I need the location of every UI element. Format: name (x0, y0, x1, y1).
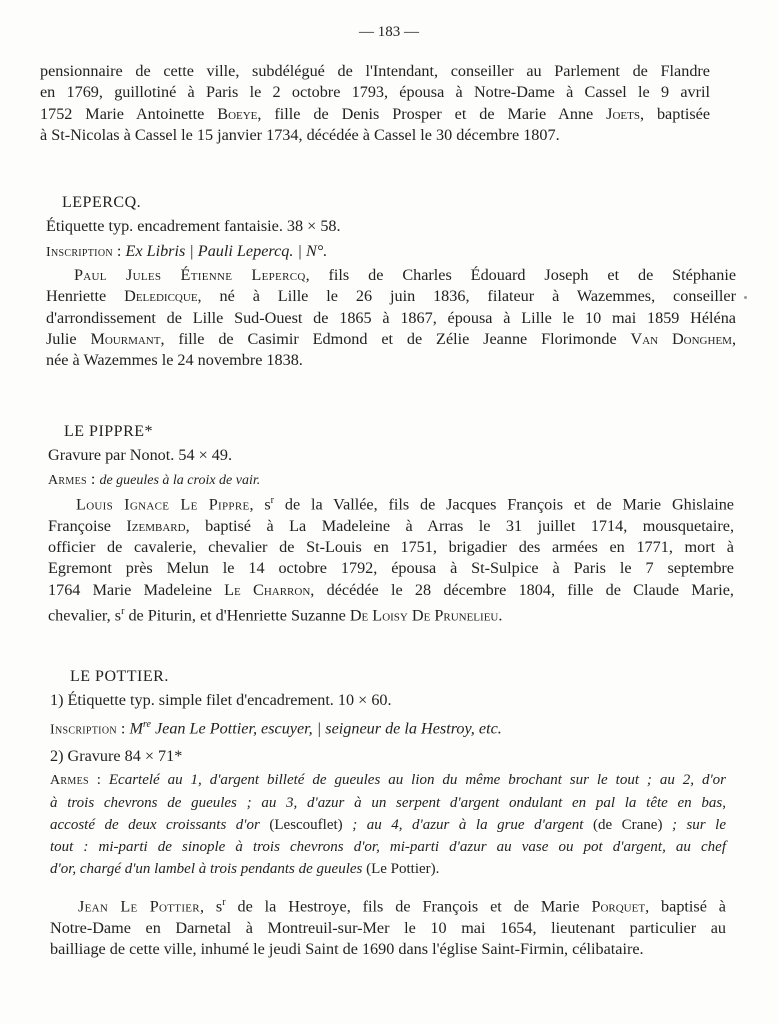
le-pottier-inscription: Inscription : Mre Jean Le Pottier, escuyer, | seigneur de la Hestroy, etc. (50, 719, 502, 738)
le-pottier-armes (50, 769, 726, 880)
text-line: chevalier, $s^r$ de Piturin, et d'Henriette Suzanne De Loisy De Prunelieu. (48, 605, 503, 625)
text-line: 1752 Marie Antoinette Boeye, fille de Denis Prosper et de Marie Anne Joets, baptisée (40, 104, 710, 123)
text-line: Louis Ignace Le Pippre, $s^r$ de la Vallée, fils de Jacques François et de Marie Ghislaine (76, 495, 734, 514)
lepercq-inscription: Inscription : Ex Libris | Pauli Lepercq. | N°. (46, 242, 328, 260)
section-heading-le-pottier: LE POTTIER. (70, 668, 169, 685)
text-line: à St-Nicolas à Cassel le 15 janvier 1734, décédée à Cassel le 30 décembre 1807. (40, 125, 560, 144)
le-pottier-item-2: 2) Gravure 84 × 71* (50, 747, 183, 765)
text-line: accosté de deux croissants d'or (Lescouflet) ; au 4, d'azur à la grue d'argent (de Crane) ; sur le (50, 817, 726, 833)
le-pippre-armes: Armes : de gueules à la croix de vair. (48, 470, 261, 488)
section-heading-le-pippre: LE PIPPRE* (64, 423, 154, 440)
text-line: Henriette Deledicque, né à Lille le 26 juin 1836, filateur à Wazemmes, conseiller (46, 287, 736, 306)
lepercq-etiquette: Étiquette typ. encadrement fantaisie. 38 × 58. (46, 217, 341, 235)
text-line: 1764 Marie Madeleine Le Charron, décédée le 28 décembre 1804, fille de Claude Marie, (48, 580, 734, 599)
text-line: Egremont près Melun le 14 octobre 1792, épousa à St-Sulpice à Paris le 7 septembre (48, 559, 734, 578)
text-line: Julie Mourmant, fille de Casimir Edmond et de Zélie Jeanne Florimonde Van Donghem, (46, 329, 736, 348)
le-pippre-gravure: Gravure par Nonot. 54 × 49. (48, 446, 232, 464)
text-line: Armes : Ecartelé au 1, d'argent billeté de gueules au lion du même brochant sur le tout ; au 2, d'or (50, 772, 726, 788)
text-line: bailliage de cette ville, inhumé le jeudi Saint de 1690 dans l'église Saint-Firmin, célibataire. (50, 939, 644, 958)
text-line: en 1769, guillotiné à Paris le 2 octobre 1793, épousa à Notre-Dame à Cassel le 9 avril (40, 83, 710, 102)
intro-paragraph (40, 61, 710, 146)
section-heading-lepercq: LEPERCQ. (62, 194, 142, 211)
page-number: — 183 — (359, 24, 419, 40)
text-line: Jean Le Pottier, $s^r$ de la Hestroye, fils de François et de Marie Porquet, baptisé à (78, 897, 726, 916)
text-line: Notre-Dame en Darnetal à Montreuil-sur-Mer le 10 mai 1654, lieutenant particulier au (50, 918, 726, 937)
text-line: officier de cavalerie, chevalier de St-Louis en 1751, brigadier des armées en 1771, mort à (48, 537, 734, 556)
text-line: Françoise Izembard, baptisé à La Madeleine à Arras le 31 juillet 1714, mousquetaire, (48, 516, 734, 535)
text-line: pensionnaire de cette ville, subdélégué de l'Intendant, conseiller au Parlement de Flandre (40, 62, 710, 80)
text-line: tout : mi-parti de sinople à trois chevrons d'or, mi-parti d'azur au vase ou pot d'argent, au chef (50, 839, 726, 855)
text-line: à trois chevrons de gueules ; au 3, d'azur à un serpent d'argent ondulant en pal la tête en bas, (50, 795, 726, 811)
le-pippre-biography (48, 490, 734, 627)
text-line: d'or, chargé d'un lambel à trois pendants de gueules (Le Pottier). (50, 861, 440, 877)
le-pottier-biography (50, 892, 726, 960)
margin-mark (744, 296, 747, 299)
text-line: d'arrondissement de Lille Sud-Ouest de 1865 à 1867, épousa à Lille le 10 mai 1859 Héléna (46, 308, 736, 327)
lepercq-biography (46, 265, 736, 371)
text-line: Paul Jules Étienne Lepercq, fils de Charles Édouard Joseph et de Stéphanie (74, 266, 736, 284)
le-pottier-item-1: 1) Étiquette typ. simple filet d'encadrement. 10 × 60. (50, 691, 392, 709)
text-line: née à Wazemmes le 24 novembre 1838. (46, 351, 303, 370)
